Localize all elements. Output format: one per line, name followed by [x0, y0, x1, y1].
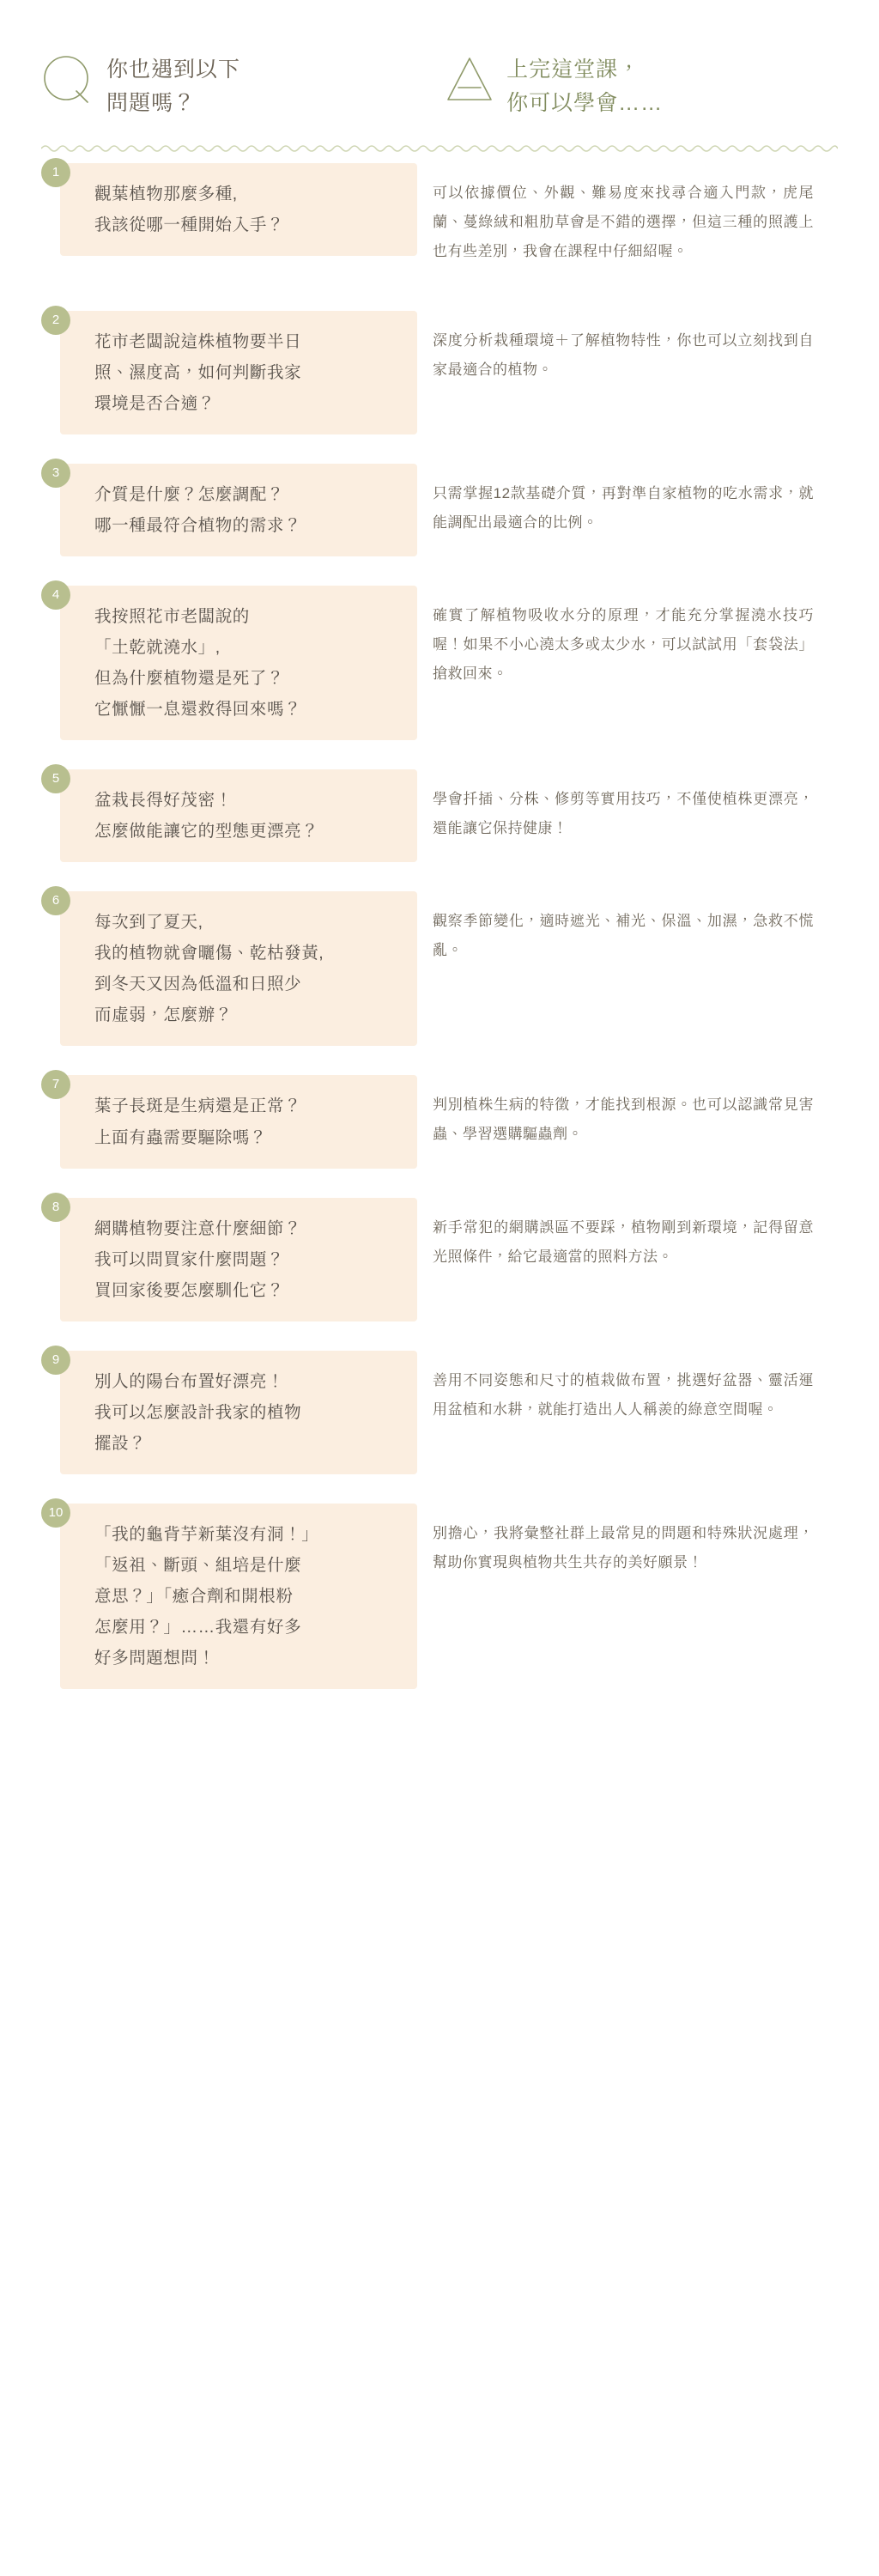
- faq-question-line: 「返祖、斷頭、組培是什麼: [94, 1556, 302, 1575]
- faq-question-line: 它懨懨一息還救得回來嗎？: [94, 700, 302, 719]
- faq-question-line: 照、濕度高，如何判斷我家: [94, 362, 302, 382]
- faq-question-line: 每次到了夏天,: [94, 913, 203, 933]
- faq-question-line: 怎麼做能讓它的型態更漂亮？: [94, 822, 319, 841]
- faq-question: [60, 464, 417, 556]
- faq-answer-text: 別擔心，我將彙整社群上最常見的問題和特殊狀況處理，幫助你實現與植物共生共存的美好願景！: [433, 1524, 814, 1571]
- faq-question: [60, 891, 417, 1046]
- faq-answer: [433, 1351, 836, 1440]
- page-header: [0, 52, 879, 120]
- answer-header-line2: 你可以學會……: [506, 90, 664, 115]
- faq-question-line: 我的植物就會曬傷、乾枯發黃,: [94, 944, 324, 963]
- faq-answer-text: 學會扦插、分株、修剪等實用技巧，不僅使植株更漂亮，還能讓它保持健康！: [433, 791, 814, 837]
- faq-question-line: 環境是否合適？: [94, 393, 215, 413]
- answer-header-text: [506, 52, 663, 120]
- faq-row: [41, 769, 838, 862]
- faq-number-badge: 1: [41, 158, 70, 187]
- faq-answer-text: 觀察季節變化，適時遮光、補光、保溫、加濕，急救不慌亂。: [433, 913, 814, 959]
- faq-question-line: 別人的陽台布置好漂亮！: [94, 1371, 285, 1391]
- faq-question-line: 網購植物要注意什麼細節？: [94, 1218, 302, 1238]
- faq-number-badge: 7: [41, 1070, 70, 1099]
- faq-question-line: 到冬天又因為低溫和日照少: [94, 975, 302, 994]
- faq-answer: [433, 1198, 836, 1287]
- faq-number-badge: 4: [41, 580, 70, 610]
- faq-question-line: 我可以問買家什麼問題？: [94, 1249, 285, 1269]
- answer-header-column: [443, 52, 838, 120]
- faq-answer-text: 可以依據價位、外觀、難易度來找尋合適入門款，虎尾蘭、蔓綠絨和粗肋草會是不錯的選擇，但這三種的照護上也有些差別，我會在課程中仔細紹喔。: [433, 184, 814, 259]
- faq-answer: [433, 1504, 836, 1593]
- question-header-line1: 你也遇到以下: [106, 58, 241, 82]
- faq-question-line: 我按照花市老闆說的: [94, 606, 250, 626]
- faq-answer: [433, 163, 836, 282]
- faq-question-line: 花市老闆說這株植物要半日: [94, 331, 302, 351]
- faq-question-line: 介質是什麼？怎麼調配？: [94, 484, 285, 504]
- faq-question-line: 哪一種最符合植物的需求？: [94, 515, 302, 535]
- faq-question-line: 好多問題想問！: [94, 1649, 215, 1668]
- faq-row: [41, 586, 838, 740]
- faq-list: [0, 163, 879, 1690]
- faq-answer: [433, 891, 836, 981]
- faq-row: [41, 1351, 838, 1474]
- question-header-line2: 問題嗎？: [106, 90, 197, 115]
- letter-a-triangle-icon: [443, 53, 496, 106]
- faq-question-line: 怎麼用？」……我還有好多: [94, 1618, 302, 1637]
- faq-question-line: 葉子長斑是生病還是正常？: [94, 1097, 302, 1116]
- faq-number-badge: 3: [41, 459, 70, 488]
- faq-question-line: 我可以怎麼設計我家的植物: [94, 1402, 302, 1422]
- faq-question-line: 盆栽長得好茂密！: [94, 791, 233, 811]
- faq-answer-text: 善用不同姿態和尺寸的植栽做布置，挑選好盆器、靈活運用盆植和水耕，就能打造出人人稱羨的綠意空間喔。: [433, 1371, 814, 1418]
- faq-row: [41, 891, 838, 1046]
- faq-answer-text: 只需掌握12款基礎介質，再對準自家植物的吃水需求，就能調配出最適合的比例。: [433, 484, 814, 531]
- faq-question-line: 「土乾就澆水」,: [94, 637, 221, 657]
- faq-question-line: 上面有蟲需要驅除嗎？: [94, 1127, 268, 1147]
- faq-number-badge: 9: [41, 1346, 70, 1375]
- faq-number-badge: 6: [41, 886, 70, 915]
- faq-question-line: 觀葉植物那麼多種,: [94, 184, 238, 204]
- faq-answer-text: 確實了解植物吸收水分的原理，才能充分掌握澆水技巧喔！如果不小心澆太多或太少水，可以試試用「套袋法」搶救回來。: [433, 606, 814, 682]
- faq-row: [41, 464, 838, 556]
- faq-question: [60, 163, 417, 256]
- faq-question-line: 但為什麼植物還是死了？: [94, 668, 285, 688]
- question-header-text: [106, 52, 240, 120]
- letter-q-circle-icon: [41, 53, 94, 106]
- faq-question: [60, 586, 417, 740]
- faq-answer-text: 判別植株生病的特徵，才能找到根源。也可以認識常見害蟲、學習選購驅蟲劑。: [433, 1097, 814, 1143]
- faq-question-line: 買回家後要怎麼馴化它？: [94, 1280, 285, 1300]
- faq-answer: [433, 586, 836, 704]
- faq-question-line: 擺設？: [94, 1433, 147, 1453]
- faq-row: [41, 1198, 838, 1321]
- faq-answer: [433, 464, 836, 553]
- faq-question-line: 「我的龜背芋新葉沒有洞！」: [94, 1524, 319, 1544]
- faq-question-line: 意思？」「癒合劑和開根粉: [94, 1587, 294, 1607]
- faq-answer-text: 新手常犯的網購誤區不要踩，植物剛到新環境，記得留意光照條件，給它最適當的照料方法。: [433, 1218, 814, 1265]
- answer-header-line1: 上完這堂課，: [506, 58, 641, 82]
- faq-question: [60, 1075, 417, 1168]
- faq-row: [41, 1504, 838, 1689]
- faq-number-badge: 10: [41, 1498, 70, 1528]
- faq-question-line: 我該從哪一種開始入手？: [94, 215, 285, 234]
- faq-question: [60, 1198, 417, 1321]
- faq-answer-text: 深度分析栽種環境＋了解植物特性，你也可以立刻找到自家最適合的植物。: [433, 331, 814, 378]
- faq-row: [41, 311, 838, 434]
- faq-question-line: 而虛弱，怎麼辦？: [94, 1005, 233, 1025]
- faq-row: [41, 163, 838, 282]
- faq-row: [41, 1075, 838, 1168]
- faq-answer: [433, 769, 836, 859]
- faq-answer: [433, 311, 836, 400]
- question-header-column: [41, 52, 427, 120]
- faq-question: [60, 1504, 417, 1689]
- faq-number-badge: 5: [41, 764, 70, 793]
- faq-number-badge: 2: [41, 306, 70, 335]
- faq-number-badge: 8: [41, 1193, 70, 1222]
- faq-question: [60, 311, 417, 434]
- faq-answer: [433, 1075, 836, 1164]
- wavy-divider: [41, 143, 838, 155]
- faq-question: [60, 1351, 417, 1474]
- faq-question: [60, 769, 417, 862]
